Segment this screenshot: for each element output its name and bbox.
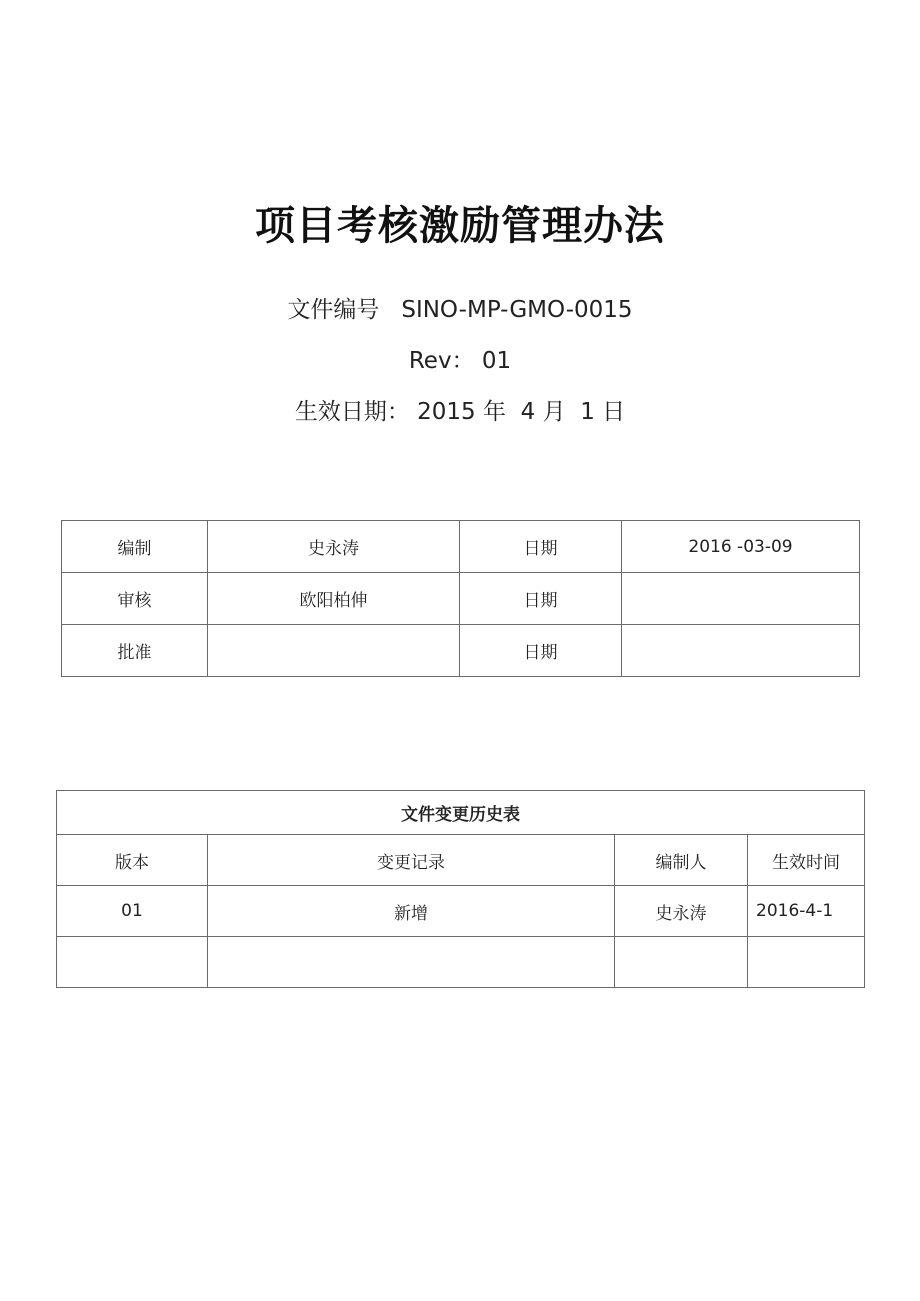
document-number-label: 文件编号: [287, 297, 380, 323]
table-row: [57, 886, 865, 937]
revision-label: Rev：: [408, 348, 475, 374]
approval-row-approve: [62, 625, 860, 677]
effective-date-value: 2015 年 4 月 1 日: [417, 399, 626, 425]
history-version-cell: [57, 937, 208, 988]
approval-date-cell: 2016 -03-09: [622, 521, 860, 573]
history-caption-row: [57, 791, 865, 835]
revision-value: 01: [481, 348, 512, 374]
approval-table: [61, 520, 860, 677]
effective-date-label: 生效日期：: [294, 399, 410, 425]
approval-date-cell: [622, 573, 860, 625]
effective-date-line: [0, 396, 920, 428]
approval-date-cell: [622, 625, 860, 677]
history-version-cell: 01: [57, 886, 208, 937]
history-header-version: 版本: [57, 835, 208, 886]
history-header-effective: 生效时间: [748, 835, 865, 886]
approval-person-cell: [208, 625, 460, 677]
approval-date-label-cell: 日期: [460, 573, 622, 625]
revision-line: [0, 345, 920, 377]
history-change-cell: 新增: [208, 886, 615, 937]
change-history-table: [56, 790, 865, 988]
approval-person-cell: 史永涛: [208, 521, 460, 573]
history-caption: 文件变更历史表: [57, 791, 865, 835]
history-header-author: 编制人: [615, 835, 748, 886]
document-number-line: [0, 294, 920, 326]
approval-date-label-cell: 日期: [460, 625, 622, 677]
approval-role-cell: 审核: [62, 573, 208, 625]
history-header-change: 变更记录: [208, 835, 615, 886]
history-effective-cell: 2016-4-1: [748, 886, 865, 937]
history-author-cell: [615, 937, 748, 988]
document-title: 项目考核激励管理办法: [255, 203, 665, 249]
approval-role-cell: 批准: [62, 625, 208, 677]
history-effective-cell: [748, 937, 865, 988]
history-change-cell: [208, 937, 615, 988]
approval-row-prepare: [62, 521, 860, 573]
history-header-row: [57, 835, 865, 886]
approval-role-cell: 编制: [62, 521, 208, 573]
table-row: [57, 937, 865, 988]
document-number-value: SINO-MP-GMO-0015: [401, 297, 633, 323]
approval-row-review: [62, 573, 860, 625]
approval-person-cell: 欧阳柏伸: [208, 573, 460, 625]
approval-date-label-cell: 日期: [460, 521, 622, 573]
history-author-cell: 史永涛: [615, 886, 748, 937]
